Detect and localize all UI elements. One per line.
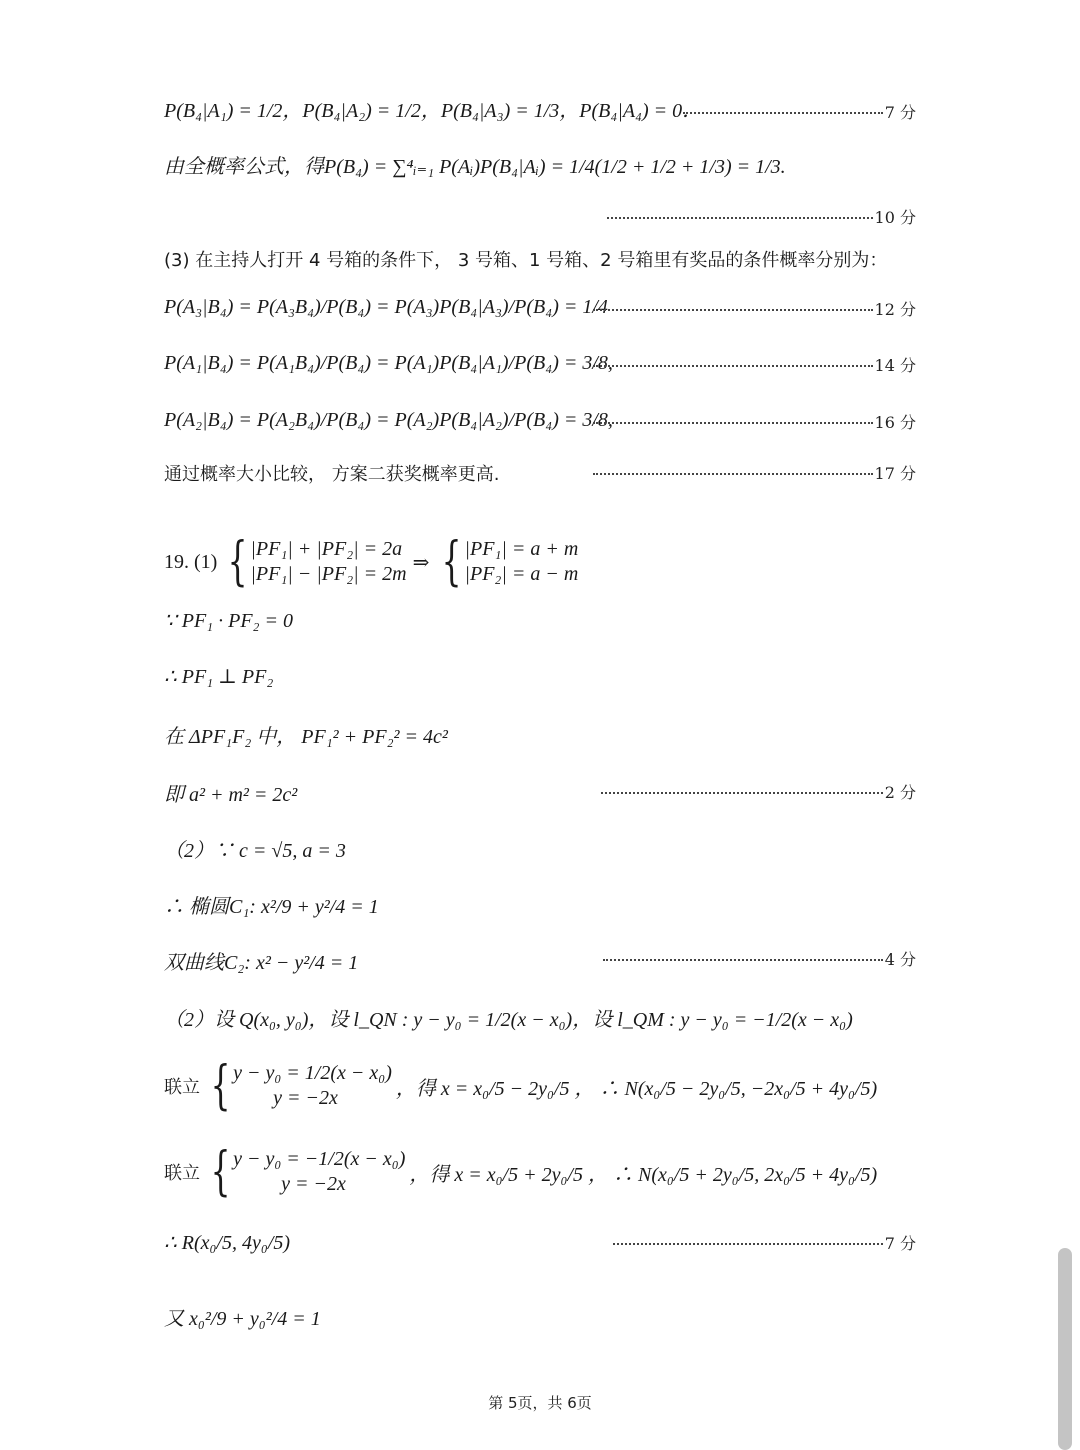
system-label: 联立: [164, 1163, 200, 1184]
scrollbar-thumb[interactable]: [1058, 1248, 1072, 1450]
line-total-probability: [164, 150, 916, 179]
line-system-1: [164, 1056, 916, 1116]
system-row: |PF₂| = a − m: [464, 563, 579, 585]
score-leader: [593, 410, 916, 433]
line-text: （2）设 Q(x₀, y₀)，设 l_QN : y − y₀ = 1/2(x − x₀)，设 l_QM : y − y₀ = −1/2(x − x₀): [164, 1009, 853, 1031]
line-text: ∴ 椭圆C₁: x²/9 + y²/4 = 1: [164, 896, 379, 918]
line-ellipse: [164, 890, 916, 919]
equation-system: [204, 1142, 406, 1202]
line-text: 又 x₀²/9 + y₀²/4 = 1: [164, 1308, 321, 1330]
line-perpendicular: [164, 664, 916, 689]
line-text: 即 a² + m² = 2c²: [164, 784, 298, 806]
leader-dots: [593, 365, 873, 367]
equation-system: [221, 532, 407, 592]
score-leader: [601, 780, 916, 803]
brace-icon: {: [210, 1056, 231, 1116]
line-text: P(A₃|B₄) = P(A₃B₄)/P(B₄) = P(A₃)P(B₄|A₃)/P(B₄) = 1/4: [164, 296, 608, 318]
equation-system: [204, 1056, 392, 1116]
brace-icon: {: [442, 532, 462, 592]
leader-dots: [603, 959, 883, 961]
system-row: |PF₁| = a + m: [464, 538, 579, 560]
system-row: y = −2x: [273, 1087, 338, 1109]
system-row: y = −2x: [281, 1173, 346, 1195]
score-leader: [603, 947, 916, 970]
line-part3-intro: [164, 246, 916, 272]
score-label: 12 分: [874, 300, 916, 319]
leader-dots: [593, 422, 873, 424]
system-row: |PF₁| + |PF₂| = 2a: [250, 538, 403, 560]
equation-system: [435, 532, 579, 592]
leader-dots: [593, 309, 873, 311]
score-label: 10 分: [874, 208, 916, 227]
score-label: 7 分: [884, 1234, 916, 1253]
line-text: 通过概率大小比较， 方案二获奖概率更高.: [164, 464, 500, 485]
line-text: 双曲线C₂: x² − y²/4 = 1: [164, 952, 359, 974]
line-set-q: [164, 1003, 916, 1032]
score-label: 16 分: [874, 413, 916, 432]
line-text: P(A₂|B₄) = P(A₂B₄)/P(B₄) = P(A₂)P(B₄|A₂)/P(B₄) = 3/8,: [164, 409, 613, 431]
score-label: 7 分: [884, 103, 916, 122]
line-system-2: [164, 1142, 916, 1202]
score-leader: [593, 461, 916, 484]
score-leader: [607, 205, 916, 228]
leader-dots: [613, 1243, 883, 1245]
line-text: P(B₄|A₁) = 1/2，P(B₄|A₂) = 1/2，P(B₄|A₃) = 1/3，P(B₄|A₄) = 0．: [164, 100, 703, 122]
line-text: ∴ R(x₀/5, 4y₀/5): [164, 1232, 291, 1254]
system-label: 联立: [164, 1077, 200, 1098]
score-label: 4 分: [884, 950, 916, 969]
line-ellipse-condition: [164, 1302, 916, 1331]
page-footer: 第 5页，共 6页: [488, 1394, 592, 1412]
line-pythagoras: [164, 720, 916, 749]
line-text: ，得 x = x₀/5 − 2y₀/5 ， ∴ N(x₀/5 − 2y₀/5, −2x₀/5 + 4y₀/5): [395, 1077, 878, 1100]
question-number: 19. (1): [164, 550, 218, 573]
line-part2-given: [164, 834, 916, 863]
system-row: |PF₁| − |PF₂| = 2m: [250, 563, 407, 585]
line-text: ，得 x = x₀/5 + 2y₀/5 ， ∴ N(x₀/5 + 2y₀/5, 2x₀/5 + 4y₀/5): [409, 1163, 878, 1186]
leader-dots: [593, 473, 873, 475]
leader-dots: [683, 112, 883, 114]
line-text: ∴ PF₁ ⊥ PF₂: [164, 666, 274, 688]
line-q19-system: [164, 532, 916, 592]
system-row: y − y₀ = 1/2(x − x₀): [233, 1062, 392, 1084]
line-text: P(A₁|B₄) = P(A₁B₄)/P(B₄) = P(A₁)P(B₄|A₁)/P(B₄) = 3/8,: [164, 352, 613, 374]
system-row: y − y₀ = −1/2(x − x₀): [233, 1148, 406, 1170]
line-dot-product: [164, 608, 916, 633]
leader-dots: [607, 217, 873, 219]
line-text: 在 ΔPF₁F₂ 中， PF₁² + PF₂² = 4c²: [164, 726, 448, 748]
line-text: (3) 在主持人打开 4 号箱的条件下， 3 号箱、1 号箱、2 号箱里有奖品的条件概率分别为：: [164, 250, 888, 271]
line-text: 由全概率公式，得P(B₄) = ∑⁴ᵢ₌₁ P(Aᵢ)P(B₄|Aᵢ) = 1/4(1/2 + 1/2 + 1/3) = 1/3.: [164, 156, 786, 178]
score-leader: [593, 353, 916, 376]
brace-icon: {: [210, 1142, 231, 1202]
implies-arrow: ⇒: [412, 551, 430, 574]
score-label: 2 分: [884, 783, 916, 802]
leader-dots: [601, 792, 883, 794]
score-leader: [613, 1231, 916, 1254]
line-text: （2）∵ c = √5, a = 3: [164, 840, 346, 862]
score-label: 17 分: [874, 464, 916, 483]
score-leader: [593, 297, 916, 320]
line-text: ∵ PF₁ · PF₂ = 0: [164, 610, 293, 632]
score-leader: [683, 100, 916, 123]
score-label: 14 分: [874, 356, 916, 375]
brace-icon: {: [227, 532, 248, 592]
